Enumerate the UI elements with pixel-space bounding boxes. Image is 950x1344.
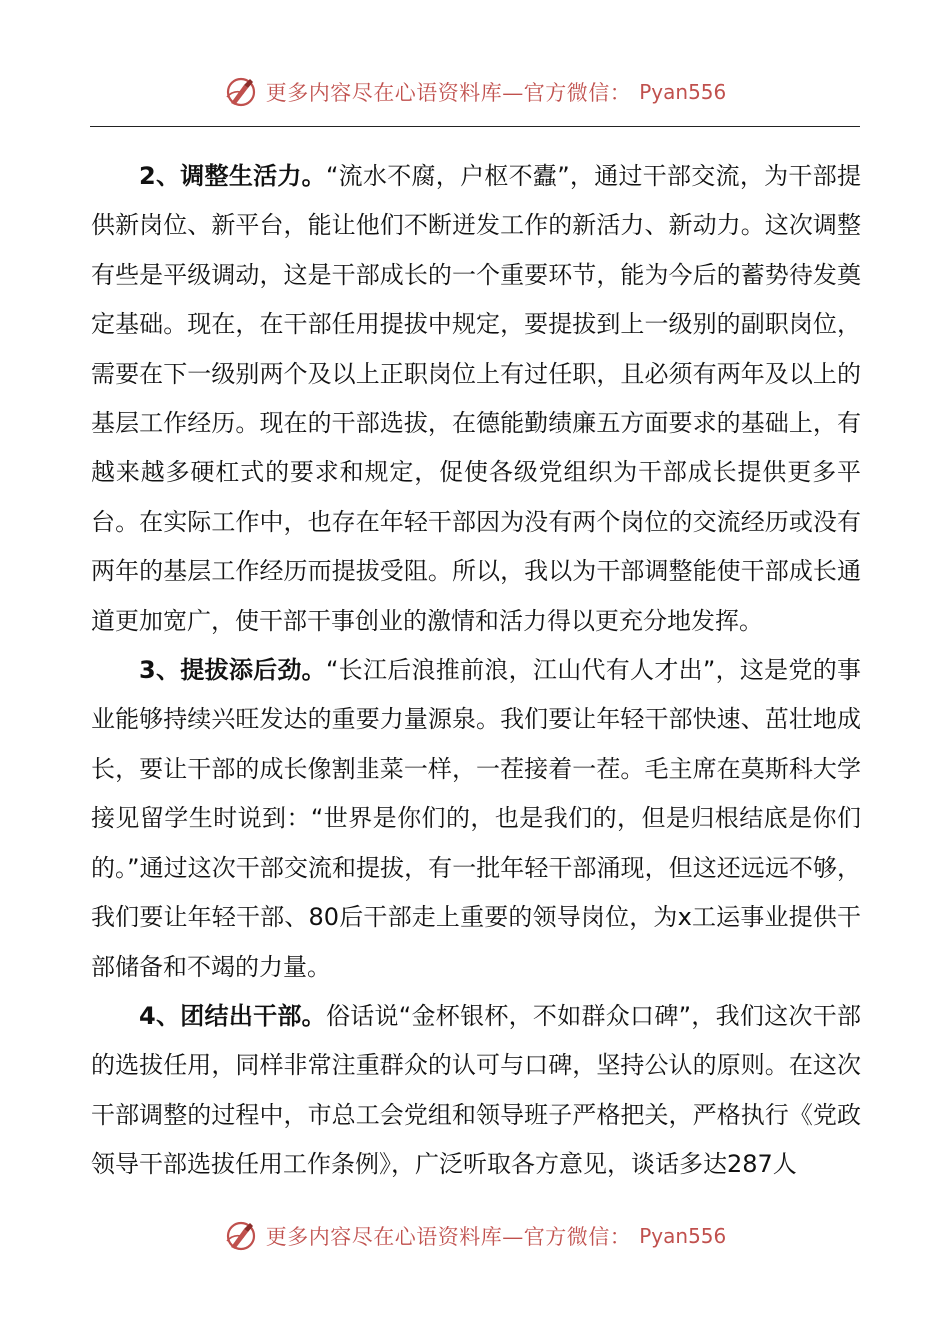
wechat-id: Pyan556 [639,80,727,104]
paragraph-heading: 2、调整生活力。 [139,162,326,190]
paragraph-heading: 3、提拔添后劲。 [139,656,326,685]
document-body [91,152,861,1190]
banner-text: 更多内容尽在心语资料库—官方微信： [265,81,632,105]
footer-banner [0,1216,950,1256]
paragraph-3 [91,646,861,992]
paragraph-4 [91,992,861,1190]
banner-text: 更多内容尽在心语资料库—官方微信： [265,1225,632,1249]
paragraph-2 [91,152,861,646]
paragraph-text: “流水不腐，户枢不蠹”，通过干部交流，为干部提供新岗位、新平台，能让他们不断迸发工作的新活力、新动力。这次调整有些是平级调动，这是干部成长的一个重要环节，能为今后的蓄势待发奠定基础。现在，在干部任用提拔中规定，要提拔到上一级别的副职岗位，需要在下一级别两个及以上正职岗位上有过任职，且必须有两年及以上的基层工作经历。现在的干部选拔，在德能勤绩廉五方面要求的基础上，有越来越多硬杠式的要求和规定，促使各级党组织为干部成长提供更多平台。在实际工作中，也存在年轻干部因为没有两个岗位的交流经历或没有两年的基层工作经历而提拔受阻。所以，我以为干部调整能使干部成长通道更加宽广，使干部干事创业的激情和活力得以更充分地发挥。 [91,162,861,635]
pen-logo-icon [224,1219,258,1253]
wechat-id: Pyan556 [639,1224,727,1248]
pen-logo-icon [224,75,258,109]
paragraph-text: 俗话说“金杯银杯，不如群众口碑”，我们这次干部的选拔任用，同样非常注重群众的认可与口碑，坚持公认的原则。在这次干部调整的过程中，市总工会党组和领导班子严格把关，严格执行《党政领导干部选拔任用工作条例》，广泛听取各方意见，谈话多达287人 [91,1001,861,1179]
paragraph-heading: 4、团结出干部。 [139,1001,326,1030]
header-banner [0,72,950,112]
header-divider [90,126,860,127]
paragraph-text: “长江后浪推前浪，江山代有人才出”，这是党的事业能够持续兴旺发达的重要力量源泉。我们要让年轻干部快速、茁壮地成长，要让干部的成长像割韭菜一样，一茬接着一茬。毛主席在莫斯科大学接见留学生时说到：“世界是你们的，也是我们的，但是归根结底是你们的。”通过这次干部交流和提拔，有一批年轻干部涌现，但这还远远不够，我们要让年轻干部、80后干部走上重要的领导岗位，为x工运事业提供干部储备和不竭的力量。 [91,656,861,981]
